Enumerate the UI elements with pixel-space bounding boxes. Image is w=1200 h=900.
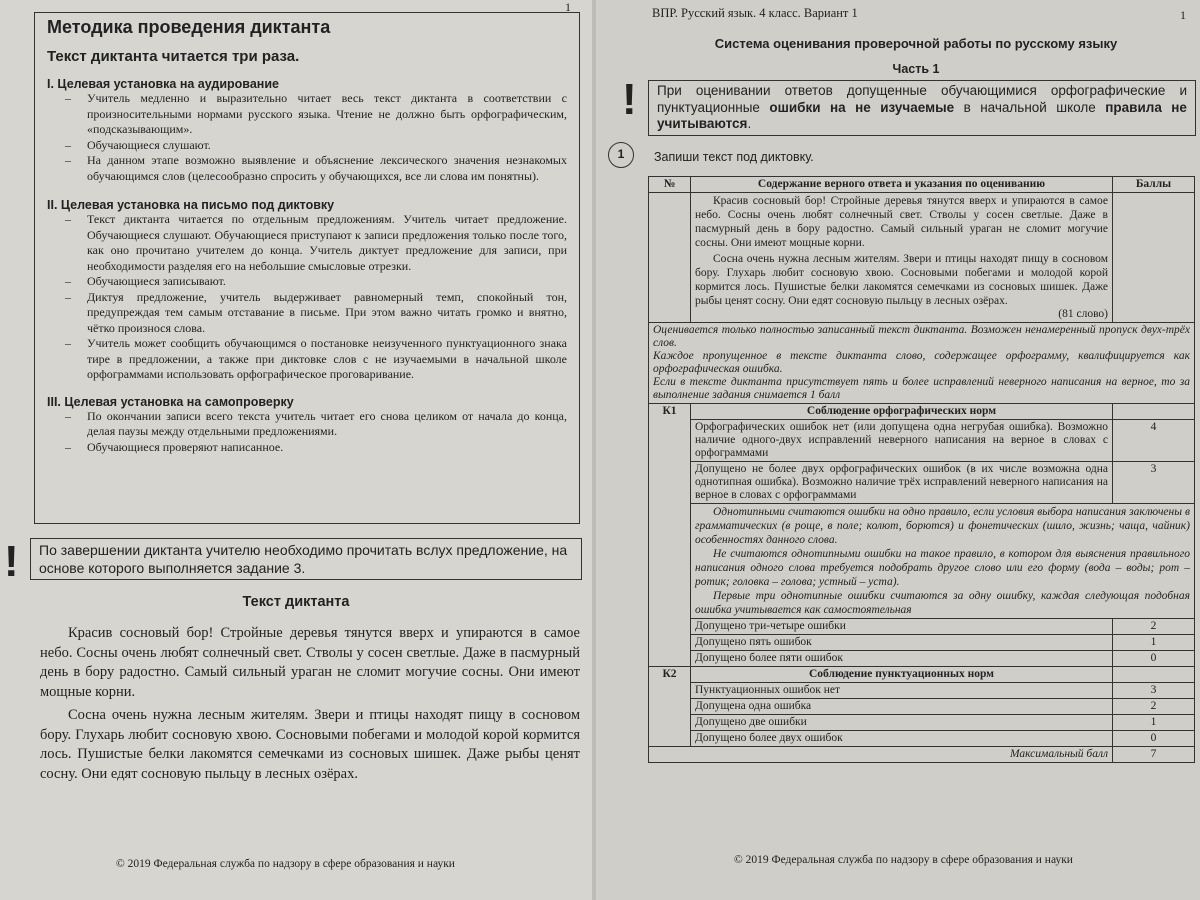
task-number-badge: 1 — [608, 142, 634, 168]
score-cell: 2 — [1113, 619, 1195, 635]
section1-list — [47, 91, 567, 184]
doc-header: ВПР. Русский язык. 4 класс. Вариант 1 — [652, 6, 858, 20]
notes-cell — [649, 323, 1195, 404]
dictation-paragraph: Красив сосновый бор! Стройные деревья тянутся вверх и упираются в самое небо. Сосны очень любят солнечный свет. Стволы у сосен светлые. Даже в пасмурный день в бору радостно. Самый сильный ураган не сломит могучие сосны. Они имеют мощные корни. — [695, 195, 1108, 249]
table-row — [649, 193, 1195, 323]
criterion-text: Допущено пять ошибок — [691, 635, 1113, 651]
score-cell: 1 — [1113, 635, 1195, 651]
italic-note: Однотипными считаются ошибки на одно правило, если условия выбора написания заключены в грамматических (в роще, в поле; колют, борются) и фонетических (шило, жизнь; чаща, чайник) особенностях данного слова. — [695, 506, 1190, 546]
table-row — [649, 747, 1195, 763]
score-cell: 2 — [1113, 699, 1195, 715]
table-row — [649, 504, 1195, 619]
criterion-code: К1 — [649, 404, 691, 667]
table-row — [649, 699, 1195, 715]
criterion-title: Соблюдение орфографических норм — [691, 404, 1113, 420]
word-count: (81 слово) — [1058, 308, 1108, 320]
max-score-label: Максимальный балл — [649, 747, 1113, 763]
table-row — [649, 462, 1195, 504]
assessment-table — [648, 176, 1195, 763]
dictation-text — [40, 624, 580, 784]
criterion-text: Допущено более пяти ошибок — [691, 651, 1113, 667]
dictation-paragraph: Сосна очень нужна лесным жителям. Звери и птицы находят пищу в сосновом бору. Глухарь любит сосновую хвою. Сосновыми побегами и молодой корой кормится лось. Пушистые белки лакомятся семечками из сосновых шишек. Даже рыбы ценят сосну. Они едят сосновую пыльцу в лесных озёрах. — [40, 707, 580, 782]
method-title: Методика проведения диктанта — [47, 17, 331, 37]
empty-cell — [1113, 667, 1195, 683]
table-row — [649, 635, 1195, 651]
criterion-text: Допущено две ошибки — [691, 715, 1113, 731]
task-text: Запиши текст под диктовку. — [654, 150, 814, 164]
criterion-text: Допущено не более двух орфографических ошибок (в их числе возможна одна однотипная ошибка). Возможно наличие трёх исправлений неверного написания на верное в словах с орфограммами — [691, 462, 1113, 504]
table-row — [649, 667, 1195, 683]
table-row — [649, 683, 1195, 699]
dictation-cell — [691, 193, 1113, 323]
dictation-paragraph: Сосна очень нужна лесным жителям. Звери и птицы находят пищу в сосновом бору. Глухарь любит сосновую хвою. Сосновыми побегами и молодой корой кормится лось. Пушистые белки лакомятся семечками из сосновых шишек. Даже рыбы ценят сосну. Они едят сосновую пыльцу в лесных озёрах. — [695, 253, 1108, 307]
header-cell: Содержание верного ответа и указания по оцениванию — [691, 177, 1113, 193]
criterion-code: К2 — [649, 667, 691, 747]
list-item: – По окончании записи всего текста учитель читает его снова целиком от начала до конца, делая паузы между отдельными предложениями. — [47, 409, 567, 440]
criterion-text: Орфографических ошибок нет (или допущена одна негрубая ошибка). Возможно наличие одного-двух исправлений неверного написания на верное в словах с орфограммами — [691, 420, 1113, 462]
warning-box — [648, 80, 1196, 136]
part-title: Часть 1 — [892, 62, 940, 76]
right-page — [596, 0, 1200, 900]
empty-cell — [649, 193, 691, 323]
italic-notes-cell — [691, 504, 1195, 619]
criterion-text: Допущено три-четыре ошибки — [691, 619, 1113, 635]
exclamation-icon: ! — [4, 537, 19, 586]
score-cell: 1 — [1113, 715, 1195, 731]
method-subtitle: Текст диктанта читается три раза. — [47, 48, 300, 65]
note-box: По завершении диктанта учителю необходимо прочитать вслух предложение, на основе которого выполняется задание 3. — [30, 538, 582, 580]
score-cell: 3 — [1113, 462, 1195, 504]
note-text: Каждое пропущенное в тексте диктанта слово, содержащее орфограмму, квалифицируется как орфографическая ошибка. — [653, 350, 1190, 375]
exclamation-icon: ! — [622, 75, 637, 124]
section2-heading: II. Целевая установка на письмо под диктовку — [47, 198, 335, 212]
list-item: – Учитель может сообщить обучающимся о постановке неизученного пунктуационного знака тире в предложении, а также при диктовке слов с не изучаемыми в начальной школе орфограммами использовать орфографическое проговаривание. — [47, 336, 567, 383]
score-cell: 4 — [1113, 420, 1195, 462]
section3-list — [47, 409, 567, 456]
table-row — [649, 715, 1195, 731]
left-page — [0, 0, 592, 900]
score-cell: 0 — [1113, 731, 1195, 747]
section1-heading: I. Целевая установка на аудирование — [47, 77, 279, 91]
criterion-text: Пунктуационных ошибок нет — [691, 683, 1113, 699]
table-row — [649, 619, 1195, 635]
score-cell: 0 — [1113, 651, 1195, 667]
list-item: – На данном этапе возможно выявление и объяснение лексического значения незнакомых обучающимся слов (целесообразно спросить у обучающихся, все ли слова им понятны). — [47, 153, 567, 184]
score-cell: 3 — [1113, 683, 1195, 699]
section3-heading: III. Целевая установка на самопроверку — [47, 394, 294, 409]
table-row — [649, 404, 1195, 420]
criterion-text: Допущено более двух ошибок — [691, 731, 1113, 747]
table-row — [649, 323, 1195, 404]
table-header-row — [649, 177, 1195, 193]
list-item: – Диктуя предложение, учитель выдерживает равномерный темп, спокойный тон, предупреждая тем самым отставание в письме. При этом важно читать громко и внятно, чётко произнося слова. — [47, 290, 567, 337]
list-item: – Текст диктанта читается по отдельным предложениям. Учитель читает предложение. Обучающиеся слушают. Обучающиеся приступают к записи предложения только после того, как оно прочитано учителем до конца. Учитель диктует предложение для записи, при необходимости разделяя его на небольшие смысловые отрезки. — [47, 212, 567, 274]
footer: © 2019 Федеральная служба по надзору в сфере образования и науки — [734, 854, 1073, 866]
list-item: – Обучающиеся записывают. — [47, 274, 567, 290]
warning-text: в начальной школе — [963, 99, 1096, 115]
italic-note: Не считаются однотипными ошибки на такое правило, в котором для выяснения правильного написания одного слова требуется подобрать другое слово или его форму (вода – воды; рот – ротик; головка – голова; устный – уста). — [695, 548, 1190, 588]
table-row — [649, 731, 1195, 747]
warning-bold: ошибки на не изучаемые — [769, 99, 955, 115]
empty-cell — [1113, 404, 1195, 420]
header-cell: Баллы — [1113, 177, 1195, 193]
list-item: – Учитель медленно и выразительно читает весь текст диктанта в соответствии с произносительными нормами русского языка. Чтение не должно быть орфографическим, «подсказывающим». — [47, 91, 567, 138]
assessment-title: Система оценивания проверочной работы по русскому языку — [714, 36, 1118, 51]
italic-note: Первые три однотипные ошибки считаются за одну ошибку, каждая следующая подобная ошибка учитывается как самостоятельная — [695, 590, 1190, 616]
list-item: – Обучающиеся слушают. — [47, 138, 567, 154]
section2-list — [47, 212, 567, 383]
table-row — [649, 651, 1195, 667]
warning-bold: правила не учитываются — [657, 99, 1187, 131]
criterion-title: Соблюдение пунктуационных норм — [691, 667, 1113, 683]
page-number: 1 — [565, 0, 571, 14]
table-row — [649, 420, 1195, 462]
warning-text: При оценивании ответов допущенные обучающимися орфографические и пунктуационные — [657, 83, 1187, 115]
note-text: Если в тексте диктанта присутствует пять и более исправлений неверного написания на верное, то за выполнение задания снимается 1 балл — [653, 376, 1190, 401]
dictation-title: Текст диктанта — [242, 594, 350, 610]
header-cell: № — [649, 177, 691, 193]
footer: © 2019 Федеральная служба по надзору в сфере образования и науки — [116, 858, 455, 870]
criterion-text: Допущена одна ошибка — [691, 699, 1113, 715]
list-item: – Обучающиеся проверяют написанное. — [47, 440, 567, 456]
method-box — [34, 12, 580, 524]
dictation-paragraph: Красив сосновый бор! Стройные деревья тянутся вверх и упираются в самое небо. Сосны очень любят солнечный свет. Стволы у сосен светлые. Даже в пасмурный день в бору радостно. Самый сильный ураган не сломит могучие сосны. Они имеют мощные корни. — [40, 625, 580, 700]
empty-cell — [1113, 193, 1195, 323]
warning-text: . — [747, 116, 752, 131]
max-score-value: 7 — [1113, 747, 1195, 763]
page-number: 1 — [1180, 8, 1186, 22]
note-text: Оценивается только полностью записанный текст диктанта. Возможен ненамеренный пропуск двух-трёх слов. — [653, 324, 1190, 349]
